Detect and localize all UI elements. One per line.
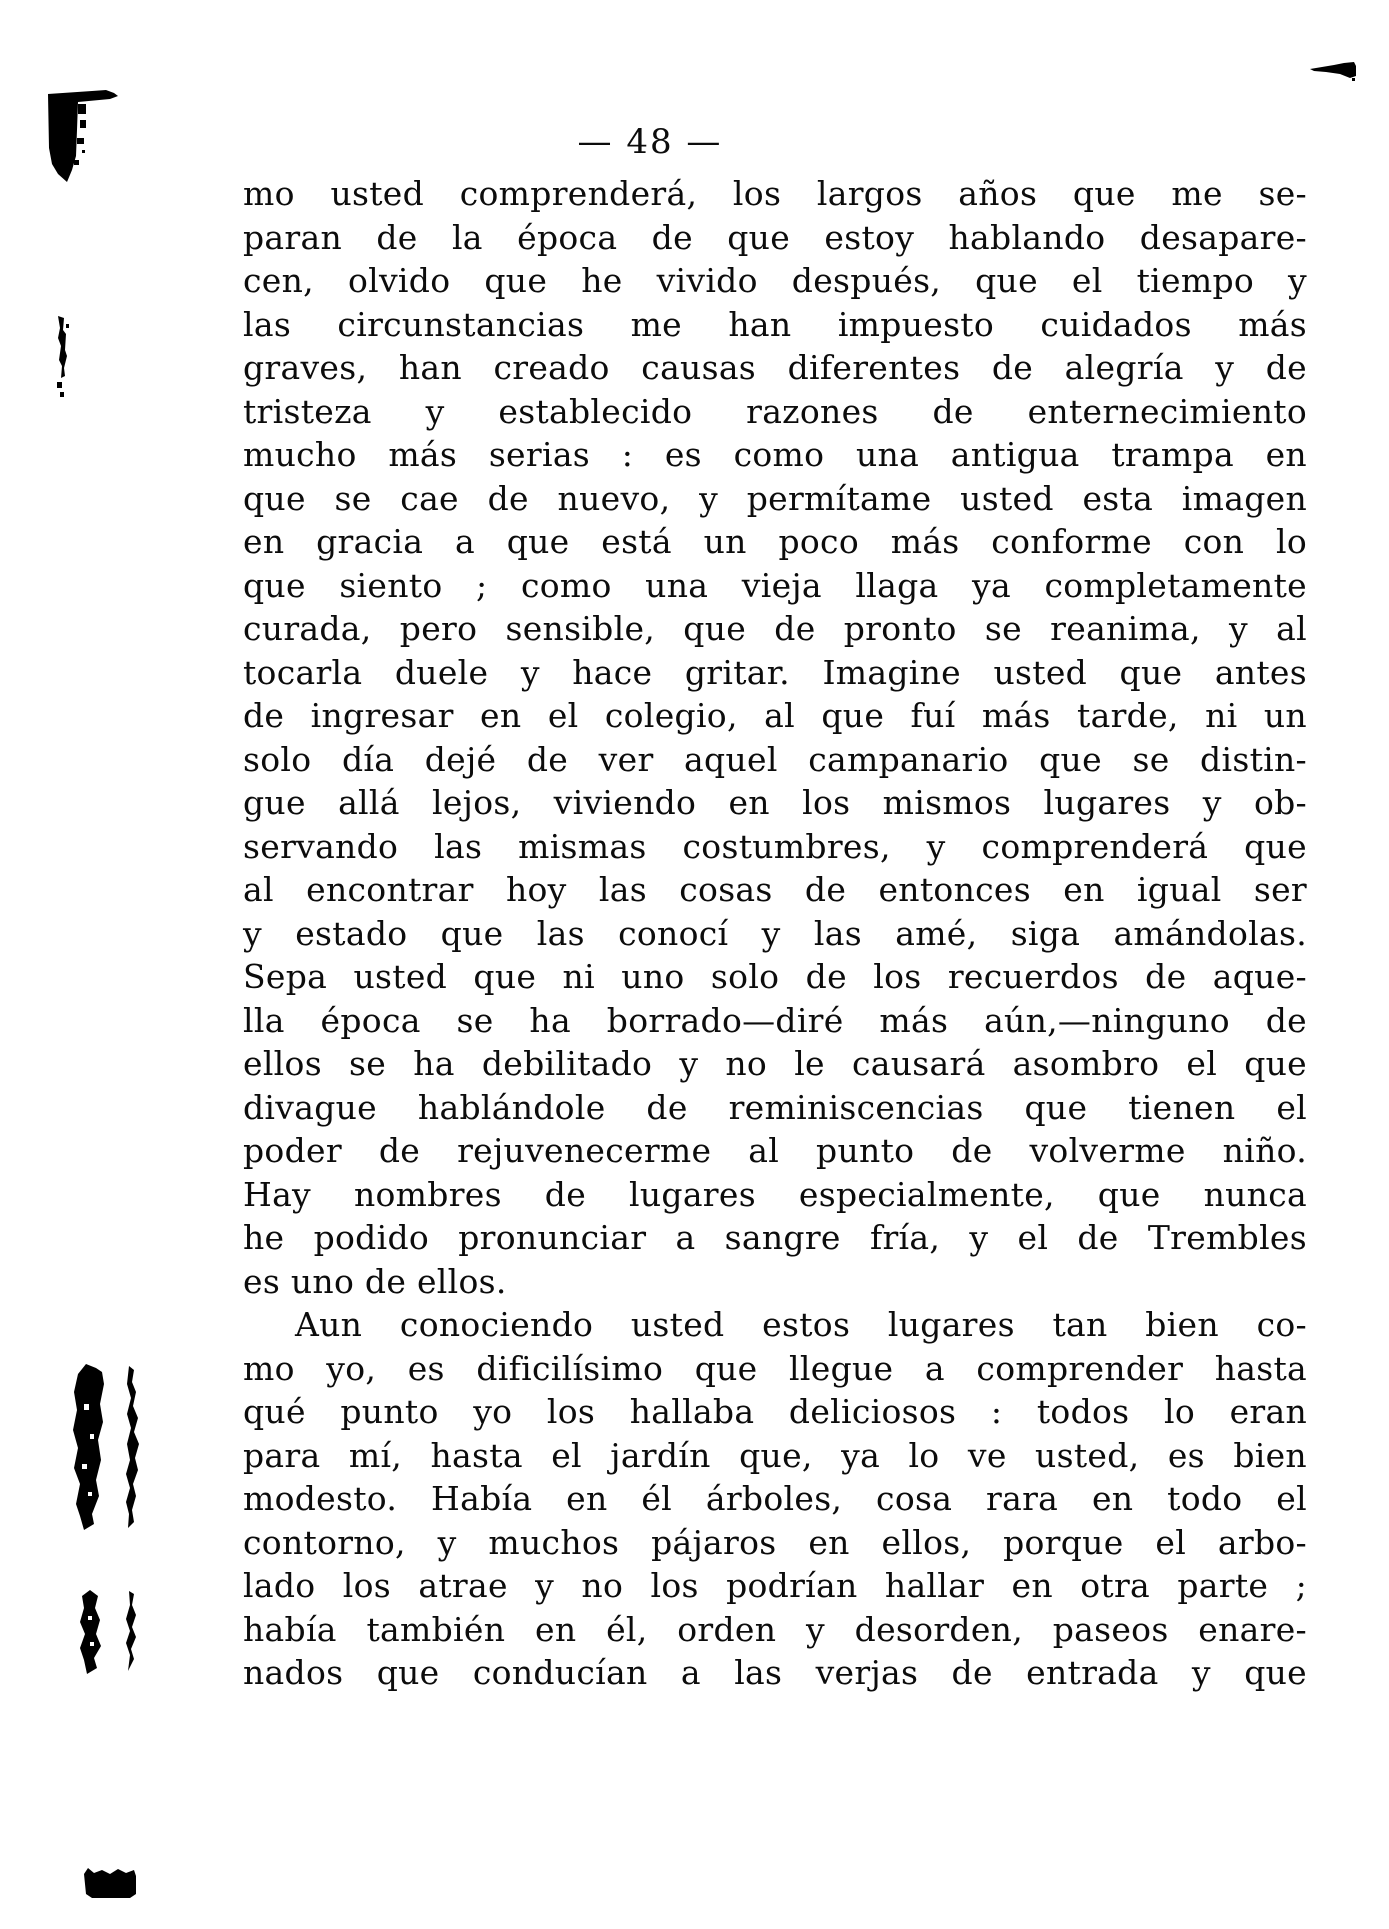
text-line: lado los atrae y no los podrían hallar en otra parte ; (243, 1566, 1307, 1605)
text-line: tocarla duele y hace gritar. Imagine usted que antes (243, 652, 1307, 692)
text-line: y estado que las conocí y las amé, siga amándolas. (243, 913, 1307, 953)
text-line: nados que conducían a las verjas de entrada y que (243, 1653, 1307, 1692)
text-line: había también en él, orden y desorden, paseos enare- (243, 1609, 1307, 1649)
text-line: Aun conociendo usted estos lugares tan bien co- (295, 1305, 1307, 1344)
text-line: graves, han creado causas diferentes de alegría y de (243, 348, 1307, 387)
text-line: divague hablándole de reminiscencias que tienen el (243, 1087, 1307, 1127)
text-line: poder de rejuvenecerme al punto de volverme niño. (243, 1131, 1307, 1170)
text-line: gue allá lejos, viviendo en los mismos lugares y ob- (243, 783, 1307, 822)
text-line: Sepa usted que ni uno solo de los recuerdos de aque- (243, 957, 1307, 996)
text-line: curada, pero sensible, que de pronto se reanima, y al (243, 609, 1307, 648)
left-margin-ink-streak-pair-lower-wide (78, 1590, 102, 1674)
page-number: — 48 — (577, 122, 723, 162)
text-line: es uno de ellos. (243, 1261, 507, 1301)
left-margin-ink-streak-upper (54, 316, 70, 398)
text-line: he podido pronunciar a sangre fría, y el de Trembles (243, 1218, 1307, 1257)
text-line: modesto. Había en él árboles, cosa rara en todo el (243, 1479, 1307, 1518)
text-line: ellos se ha debilitado y no le causará asombro el que (243, 1044, 1307, 1083)
text-line: contorno, y muchos pájaros en ellos, porque el arbo- (243, 1522, 1307, 1562)
text-line: mucho más serias : es como una antigua trampa en (243, 435, 1307, 474)
text-line: mo yo, es dificilísimo que llegue a comprender hasta (243, 1348, 1307, 1388)
text-block (243, 172, 1307, 1695)
top-left-corner-ink-mark (48, 90, 118, 182)
text-line: solo día dejé de ver aquel campanario que se distin- (243, 739, 1307, 779)
text-line: que se cae de nuevo, y permítame usted esta imagen (243, 478, 1307, 518)
text-line: lla época se ha borrado—diré más aún,—ninguno de (243, 1000, 1307, 1040)
text-line: qué punto yo los hallaba deliciosos : todos lo eran (243, 1392, 1307, 1431)
text-line: tristeza y establecido razones de enternecimiento (243, 391, 1307, 431)
left-margin-ink-streak-pair-middle-narrow (123, 1366, 141, 1528)
text-line: Hay nombres de lugares especialmente, que nunca (243, 1174, 1307, 1214)
text-line: paran de la época de que estoy hablando desapare- (243, 217, 1307, 257)
top-right-ink-streak (1310, 62, 1356, 82)
text-line: al encontrar hoy las cosas de entonces en igual ser (243, 870, 1307, 909)
left-margin-ink-streak-pair-middle-wide (72, 1364, 106, 1530)
text-line: mo usted comprenderá, los largos años que me se- (243, 174, 1307, 213)
bottom-left-ink-blob (84, 1864, 136, 1900)
text-line: servando las mismas costumbres, y comprenderá que (243, 826, 1307, 866)
text-line: cen, olvido que he vivido después, que el tiempo y (243, 261, 1307, 300)
text-line: para mí, hasta el jardín que, ya lo ve usted, es bien (243, 1435, 1307, 1475)
text-line: en gracia a que está un poco más conforme con lo (243, 522, 1307, 561)
text-line: que siento ; como una vieja llaga ya completamente (243, 565, 1307, 605)
text-line: las circunstancias me han impuesto cuidados más (243, 304, 1307, 344)
text-line: de ingresar en el colegio, al que fuí más tarde, ni un (243, 696, 1307, 735)
left-margin-ink-streak-pair-lower-narrow (124, 1591, 138, 1671)
